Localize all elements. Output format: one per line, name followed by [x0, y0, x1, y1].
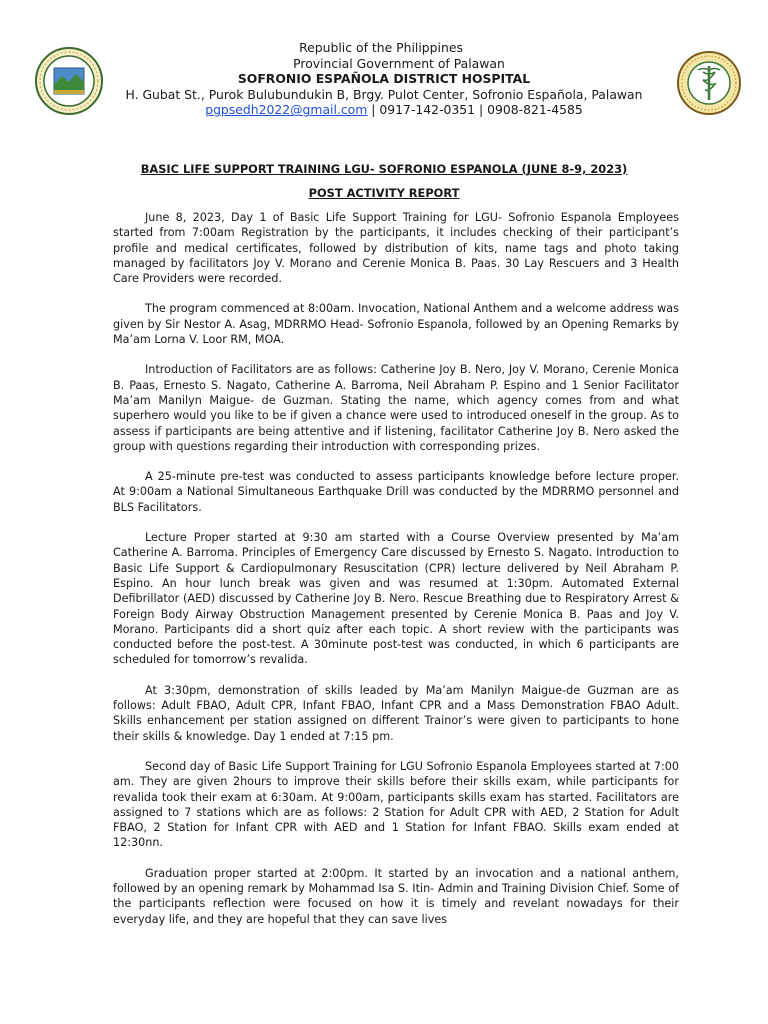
- contact-line: [0, 102, 768, 118]
- hospital-address: H. Gubat St., Purok Bulubundukin B, Brgy. Pulot Center, Sofronio Española, Palawan: [125, 86, 643, 102]
- paragraph: Introduction of Facilitators are as follows: Catherine Joy B. Nero, Joy V. Morano, Cerenie Monica B. Paas, Ernesto S. Nagato, Catherine A. Barroma, Neil Abraham P. Espino and 1 Senior Facilitator Ma’am Manilyn Maigue- de Guzman. Stating the name, which agency comes from and what superhero would you like to be if given a chance were used to introduced oneself in the group. As to assess if participants are being attentive and if listening, facilitator Catherine Joy B. Nero asked the group with questions regarding their introduction with corresponding prizes.: [113, 363, 679, 453]
- hospital-name: SOFRONIO ESPAÑOLA DISTRICT HOSPITAL: [237, 71, 531, 87]
- paragraph: A 25-minute pre-test was conducted to assess participants knowledge before lecture proper. At 9:00am a National Simultaneous Earthquake Drill was conducted by the MDRRMO personnel and BLS Facilitators.: [113, 470, 679, 514]
- report-body: [113, 210, 679, 942]
- letterhead: [0, 40, 768, 118]
- report-subtitle: POST ACTIVITY REPORT: [308, 186, 460, 200]
- phone-numbers: | 0917-142-0351 | 0908-821-4585: [371, 102, 583, 118]
- paragraph: June 8, 2023, Day 1 of Basic Life Support Training for LGU- Sofronio Espanola Employees started from 7:00am Registration by the participants, it includes checking of their participant’s profile and medical certificates, followed by distribution of kits, name tags and photo taking managed by facilitators Joy V. Morano and Cerenie Monica B. Paas. 30 Lay Rescuers and 3 Health Care Providers were recorded.: [113, 211, 679, 286]
- paragraph: Second day of Basic Life Support Training for LGU Sofronio Espanola Employees started at 7:00 am. They are given 2hours to improve their skills before their skills exam, while participants for revalida took their exam at 6:30am. At 9:00am, participants skills exam has started. Facilitators are assigned to 7 stations which are as follows: 2 Station for Adult CPR with AED, 2 Station for Adult FBAO, 2 Station for Infant CPR with AED and 1 Station for Infant FBAO. Skills exam ended at 12:30nn.: [113, 759, 679, 850]
- paragraph: The program commenced at 8:00am. Invocation, National Anthem and a welcome address was given by Sir Nestor A. Asag, MDRRMO Head- Sofronio Espanola, followed by an Opening Remarks by Ma’am Lorna V. Loor RM, MOA.: [113, 302, 679, 347]
- paragraph: At 3:30pm, demonstration of skills leaded by Ma’am Manilyn Maigue-de Guzman are as follows: Adult FBAO, Adult CPR, Infant FBAO, Infant CPR and a Mass Demonstration FBAO Adult. Skills enhancement per station assigned on different Trainor’s were given to participants to hone their skills & knowledge. Day 1 ended at 7:15 pm.: [113, 683, 679, 743]
- republic-line: Republic of the Philippines: [299, 40, 463, 55]
- paragraph: Graduation proper started at 2:00pm. It started by an invocation and a national anthem, followed by an opening remark by Mohammad Isa S. Itin- Admin and Training Division Chief. Some of the participants reflection were focused on how it is timely and revelant nowadays for their everyday life, and they are hopeful that they can save lives: [113, 866, 679, 926]
- report-title: BASIC LIFE SUPPORT TRAINING LGU- SOFRONIO ESPANOLA (JUNE 8-9, 2023): [140, 162, 628, 176]
- paragraph: Lecture Proper started at 9:30 am started with a Course Overview presented by Ma’am Catherine A. Barroma. Principles of Emergency Care discussed by Ernesto S. Nagato. Introduction to Basic Life Support & Cardiopulmonary Resuscitation (CPR) lecture delivered by Neil Abraham P. Espino. An hour lunch break was given and was resumed at 1:30pm. Automated External Defibrillator (AED) discussed by Catherine Joy B. Nero. Rescue Breathing due to Respiratory Arrest & Foreign Body Airway Obstruction Management presented by Cerenie Monica B. Paas and Joy V. Morano. Participants did a short quiz after each topic. A short review with the participants was conducted before the post-test. A 30minute post-test was conducted, in which 6 participants are scheduled for tomorrow’s revalida.: [113, 531, 679, 667]
- email-link[interactable]: pgpsedh2022@gmail.com: [205, 102, 368, 118]
- province-line: Provincial Government of Palawan: [293, 55, 505, 71]
